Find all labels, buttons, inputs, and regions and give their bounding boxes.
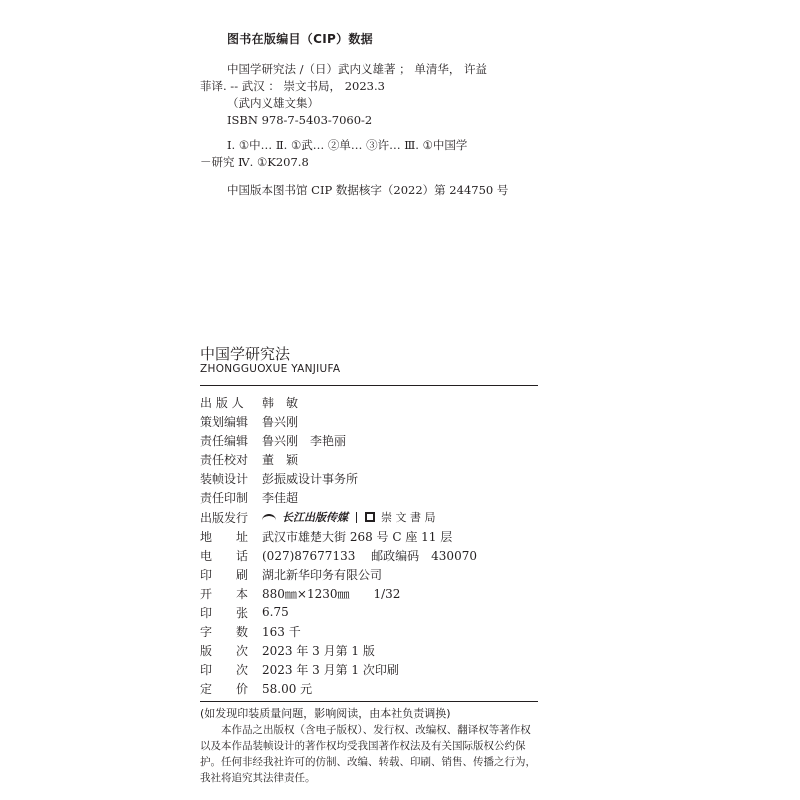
- spec-row: [200, 660, 399, 678]
- spec-value: 武汉市雄楚大街 268 号 C 座 11 层: [262, 529, 453, 544]
- copyright-statement-line: 我社将追究其法律责任。: [200, 772, 316, 784]
- copyright-statement-line: 护。任何非经我社许可的仿制、改编、转载、印刷、销售、传播之行为，: [200, 756, 536, 768]
- cip-heading: 图书在版编目（CIP）数据: [227, 32, 373, 46]
- spec-value: 6.75: [262, 605, 289, 619]
- spec-row: [200, 641, 375, 659]
- spec-value: 880㎜×1230㎜ 1/32: [262, 586, 401, 601]
- credit-row: [200, 393, 298, 411]
- spec-value: 湖北新华印务有限公司: [262, 567, 383, 582]
- spec-value: 2023 年 3 月第 1 版: [262, 643, 375, 658]
- credit-row: [200, 431, 346, 449]
- spec-row: [200, 584, 400, 602]
- spec-label: 印 刷: [200, 567, 249, 582]
- spec-row: [200, 622, 301, 640]
- credit-row: [200, 412, 298, 430]
- credit-row: [200, 488, 298, 506]
- chongwen-seal-icon: [365, 512, 375, 522]
- changjiang-logo-text: 长江出版传媒: [282, 511, 348, 524]
- publisher-row: [200, 508, 436, 526]
- copyright-statement-line: 以及本作品装帧设计的著作权均受我国著作权法及有关国际版权公约保: [200, 740, 526, 752]
- changjiang-wave-icon: [262, 511, 276, 523]
- copyright-statement-line: 本作品之出版权（含电子版权）、发行权、改编权、翻译权等著作权: [200, 724, 531, 736]
- spec-value: 58.00 元: [262, 681, 313, 696]
- book-title: 中国学研究法: [200, 345, 291, 363]
- spec-value: 163 千: [262, 624, 301, 639]
- spec-row: [200, 527, 452, 545]
- publisher-logos: [262, 509, 436, 525]
- spec-label: 地 址: [200, 529, 249, 544]
- publisher-label: 出版发行: [200, 510, 249, 525]
- credit-value: 韩 敏: [262, 395, 299, 410]
- spec-row: [200, 565, 382, 583]
- cip-line: 中国版本图书馆 CIP 数据核字（2022）第 244750 号: [227, 183, 509, 197]
- spec-row: [200, 679, 312, 697]
- cip-line: 菲译. -- 武汉 ： 崇文书局， 2023.3: [200, 79, 385, 93]
- credit-label: 责任编辑: [200, 433, 249, 448]
- spec-label: 版 次: [200, 643, 249, 658]
- cip-line: 中国学研究法 /（日）武内义雄著 ； 单清华， 许益: [227, 62, 487, 76]
- spec-row: [200, 546, 477, 564]
- credit-label: 策划编辑: [200, 414, 249, 429]
- book-title-pinyin: ZHONGGUOXUE YANJIUFA: [200, 363, 341, 375]
- spec-value: (027)87677133 邮政编码 430070: [262, 548, 477, 563]
- cip-line: －研究 Ⅳ. ①K207.8: [200, 155, 309, 169]
- cip-line: ISBN 978-7-5403-7060-2: [227, 113, 373, 127]
- spec-label: 电 话: [200, 548, 249, 563]
- divider-bottom: [200, 701, 538, 702]
- logo-separator: [356, 512, 357, 523]
- credit-label: 责任校对: [200, 452, 249, 467]
- credit-label: 出 版 人: [200, 395, 244, 410]
- spec-value: 2023 年 3 月第 1 次印刷: [262, 662, 399, 677]
- cip-line: Ⅰ. ①中… Ⅱ. ①武… ②单… ③许… Ⅲ. ①中国学: [227, 138, 468, 152]
- spec-label: 字 数: [200, 624, 249, 639]
- spec-row: [200, 603, 289, 621]
- cip-line: （武内义雄文集）: [227, 96, 319, 110]
- quality-notice: (如发现印装质量问题，影响阅读，由本社负责调换): [200, 707, 451, 720]
- spec-label: 印 次: [200, 662, 249, 677]
- credit-value: 鲁兴刚 李艳丽: [262, 433, 347, 448]
- spec-label: 开 本: [200, 586, 249, 601]
- credit-value: 鲁兴刚: [262, 414, 299, 429]
- credit-value: 董 颖: [262, 452, 299, 467]
- credit-label: 装帧设计: [200, 471, 249, 486]
- chongwen-logo-text: 崇 文 書 局: [381, 511, 436, 524]
- credit-value: 李佳超: [262, 490, 299, 505]
- credit-row: [200, 469, 358, 487]
- credit-value: 彭振威设计事务所: [262, 471, 359, 486]
- credit-label: 责任印制: [200, 490, 249, 505]
- credit-row: [200, 450, 298, 468]
- spec-label: 印 张: [200, 605, 249, 620]
- spec-label: 定 价: [200, 681, 249, 696]
- divider-top: [200, 385, 538, 386]
